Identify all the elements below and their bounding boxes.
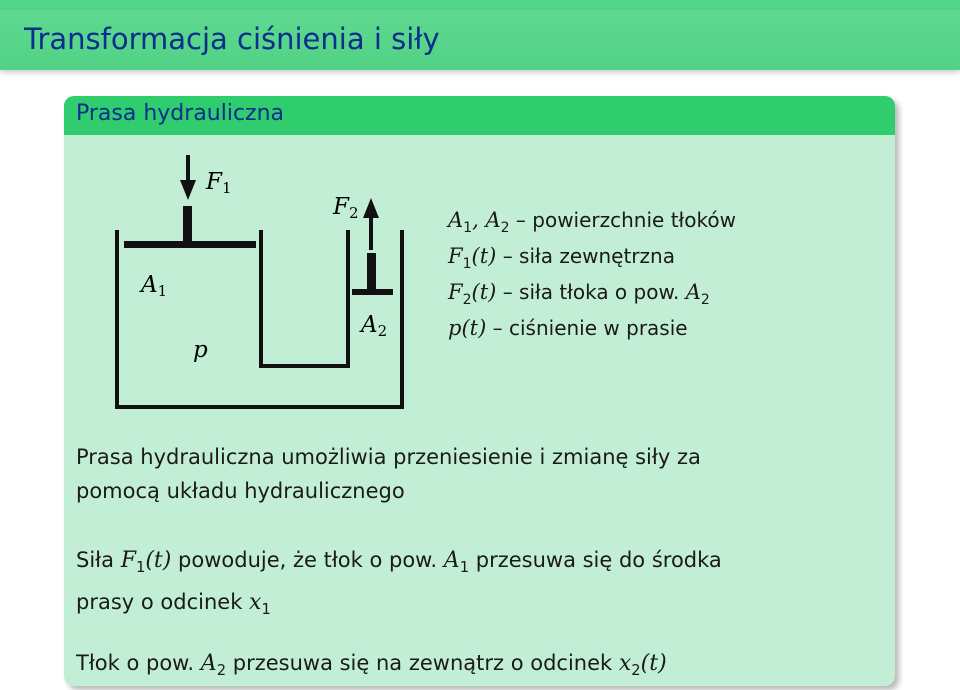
label-a2: A2 — [361, 312, 388, 340]
legend-line-4: p(t) – ciśnienie w prasie — [448, 316, 688, 340]
paragraph-1 — [76, 440, 856, 508]
label-p: p — [193, 337, 208, 363]
label-a1: A1 — [141, 272, 168, 300]
legend-line-3: $F_2(t)$ – siła tłoka o pow. $A_2$ — [448, 280, 710, 308]
paragraph-2-line-1: Siła $F_1(t)$ powoduje, że tłok o pow. $A_1$ przesuwa się do środka — [76, 548, 722, 577]
label-f1: F1 — [206, 169, 232, 197]
legend-line-1: $A_1$, $A_2$ – powierzchnie tłoków — [448, 208, 736, 236]
piston-1-rod — [183, 206, 192, 244]
paragraph-2-line-2: prasy o odcinek $x_1$ — [76, 590, 271, 619]
paragraph-1-line-2: pomocą układu hydraulicznego — [76, 479, 405, 503]
legend-line-2: $F_1(t)$ – siła zewnętrzna — [448, 244, 675, 272]
force-f2-arrow-head — [363, 198, 379, 218]
block-title: Prasa hydrauliczna — [76, 101, 285, 126]
paragraph-3: Tłok o pow. $A_2$ przesuwa się na zewnątrz o odcinek $x_2(t)$ — [76, 651, 667, 680]
label-f2: F2 — [333, 194, 359, 222]
page-title: Transformacja ciśnienia i siły — [24, 22, 440, 56]
piston-2-rod — [367, 253, 376, 291]
paragraph-2 — [76, 543, 856, 627]
force-f1-arrow-head — [180, 180, 196, 200]
press-partition — [261, 230, 348, 366]
paragraph-1-line-1: Prasa hydrauliczna umożliwia przeniesienie i zmianę siły za — [76, 445, 701, 469]
